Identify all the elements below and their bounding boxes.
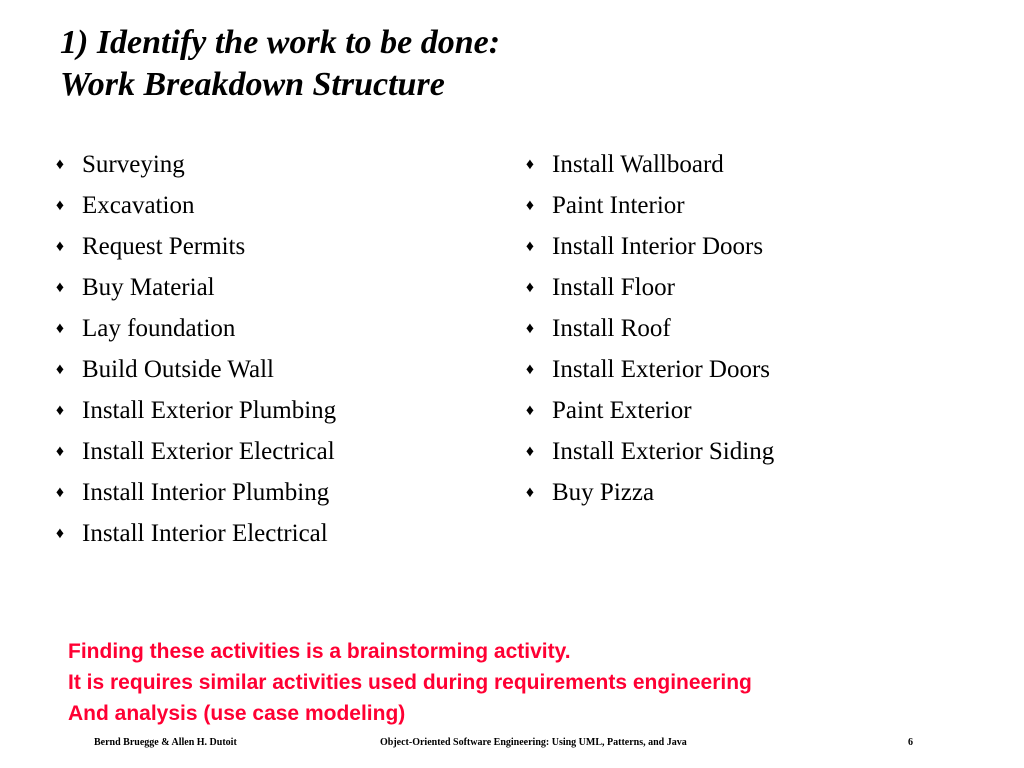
task-list-left bbox=[52, 146, 492, 556]
list-item-label: Request Permits bbox=[82, 233, 246, 260]
list-item-label: Paint Interior bbox=[552, 192, 685, 219]
diamond-bullet-icon: ♦ bbox=[525, 320, 535, 337]
list-item bbox=[522, 433, 982, 474]
list-item-label: Install Exterior Siding bbox=[552, 438, 775, 465]
list-item-label: Buy Pizza bbox=[552, 479, 655, 506]
list-item bbox=[522, 310, 982, 351]
diamond-bullet-icon: ♦ bbox=[55, 279, 65, 296]
list-item-label: Install Interior Plumbing bbox=[82, 479, 330, 506]
diamond-bullet-icon: ♦ bbox=[55, 238, 65, 255]
note-line-1: Finding these activities is a brainstorming activity. bbox=[68, 640, 571, 663]
list-item-label: Install Wallboard bbox=[552, 151, 724, 178]
list-item-label: Surveying bbox=[82, 151, 185, 178]
diamond-bullet-icon: ♦ bbox=[525, 238, 535, 255]
slide-title bbox=[60, 22, 500, 106]
list-item bbox=[52, 228, 492, 269]
note-line-3: And analysis (use case modeling) bbox=[68, 702, 406, 725]
list-item-label: Install Interior Doors bbox=[552, 233, 764, 260]
diamond-bullet-icon: ♦ bbox=[55, 525, 65, 542]
diamond-bullet-icon: ♦ bbox=[55, 443, 65, 460]
slide-title-line-2: Work Breakdown Structure bbox=[60, 66, 445, 103]
diamond-bullet-icon: ♦ bbox=[525, 156, 535, 173]
task-list-right bbox=[522, 146, 982, 515]
diamond-bullet-icon: ♦ bbox=[55, 484, 65, 501]
list-item bbox=[52, 392, 492, 433]
list-item bbox=[52, 474, 492, 515]
note-line-2: It is requires similar activities used during requirements engineering bbox=[68, 671, 752, 694]
list-item-label: Install Roof bbox=[552, 315, 671, 342]
footer-book-title: Object-Oriented Software Engineering: Using UML, Patterns, and Java bbox=[380, 737, 687, 748]
diamond-bullet-icon: ♦ bbox=[525, 402, 535, 419]
list-item bbox=[52, 269, 492, 310]
footer-authors: Bernd Bruegge & Allen H. Dutoit bbox=[94, 737, 237, 748]
list-item-label: Install Floor bbox=[552, 274, 675, 301]
list-item bbox=[522, 474, 982, 515]
list-item bbox=[52, 146, 492, 187]
diamond-bullet-icon: ♦ bbox=[525, 361, 535, 378]
list-item-label: Excavation bbox=[82, 192, 195, 219]
list-item bbox=[52, 515, 492, 556]
list-item bbox=[522, 351, 982, 392]
list-item bbox=[522, 392, 982, 433]
list-item-label: Lay foundation bbox=[82, 315, 236, 342]
list-item-label: Install Exterior Plumbing bbox=[82, 397, 337, 424]
list-item bbox=[52, 187, 492, 228]
list-item bbox=[52, 433, 492, 474]
list-item-label: Install Exterior Electrical bbox=[82, 438, 335, 465]
list-item-label: Paint Exterior bbox=[552, 397, 692, 424]
diamond-bullet-icon: ♦ bbox=[55, 197, 65, 214]
diamond-bullet-icon: ♦ bbox=[55, 361, 65, 378]
list-item-label: Build Outside Wall bbox=[82, 356, 274, 383]
diamond-bullet-icon: ♦ bbox=[55, 156, 65, 173]
list-item bbox=[522, 269, 982, 310]
list-item bbox=[52, 310, 492, 351]
slide-title-line-1: 1) Identify the work to be done: bbox=[60, 24, 501, 61]
list-item bbox=[522, 187, 982, 228]
list-item-label: Install Interior Electrical bbox=[82, 520, 328, 547]
list-item-label: Buy Material bbox=[82, 274, 215, 301]
diamond-bullet-icon: ♦ bbox=[525, 443, 535, 460]
diamond-bullet-icon: ♦ bbox=[525, 197, 535, 214]
list-item-label: Install Exterior Doors bbox=[552, 356, 771, 383]
diamond-bullet-icon: ♦ bbox=[55, 320, 65, 337]
diamond-bullet-icon: ♦ bbox=[525, 279, 535, 296]
diamond-bullet-icon: ♦ bbox=[55, 402, 65, 419]
list-item bbox=[522, 146, 982, 187]
list-item bbox=[52, 351, 492, 392]
brainstorming-note bbox=[68, 636, 752, 729]
footer-page-number: 6 bbox=[908, 737, 913, 748]
list-item bbox=[522, 228, 982, 269]
diamond-bullet-icon: ♦ bbox=[525, 484, 535, 501]
